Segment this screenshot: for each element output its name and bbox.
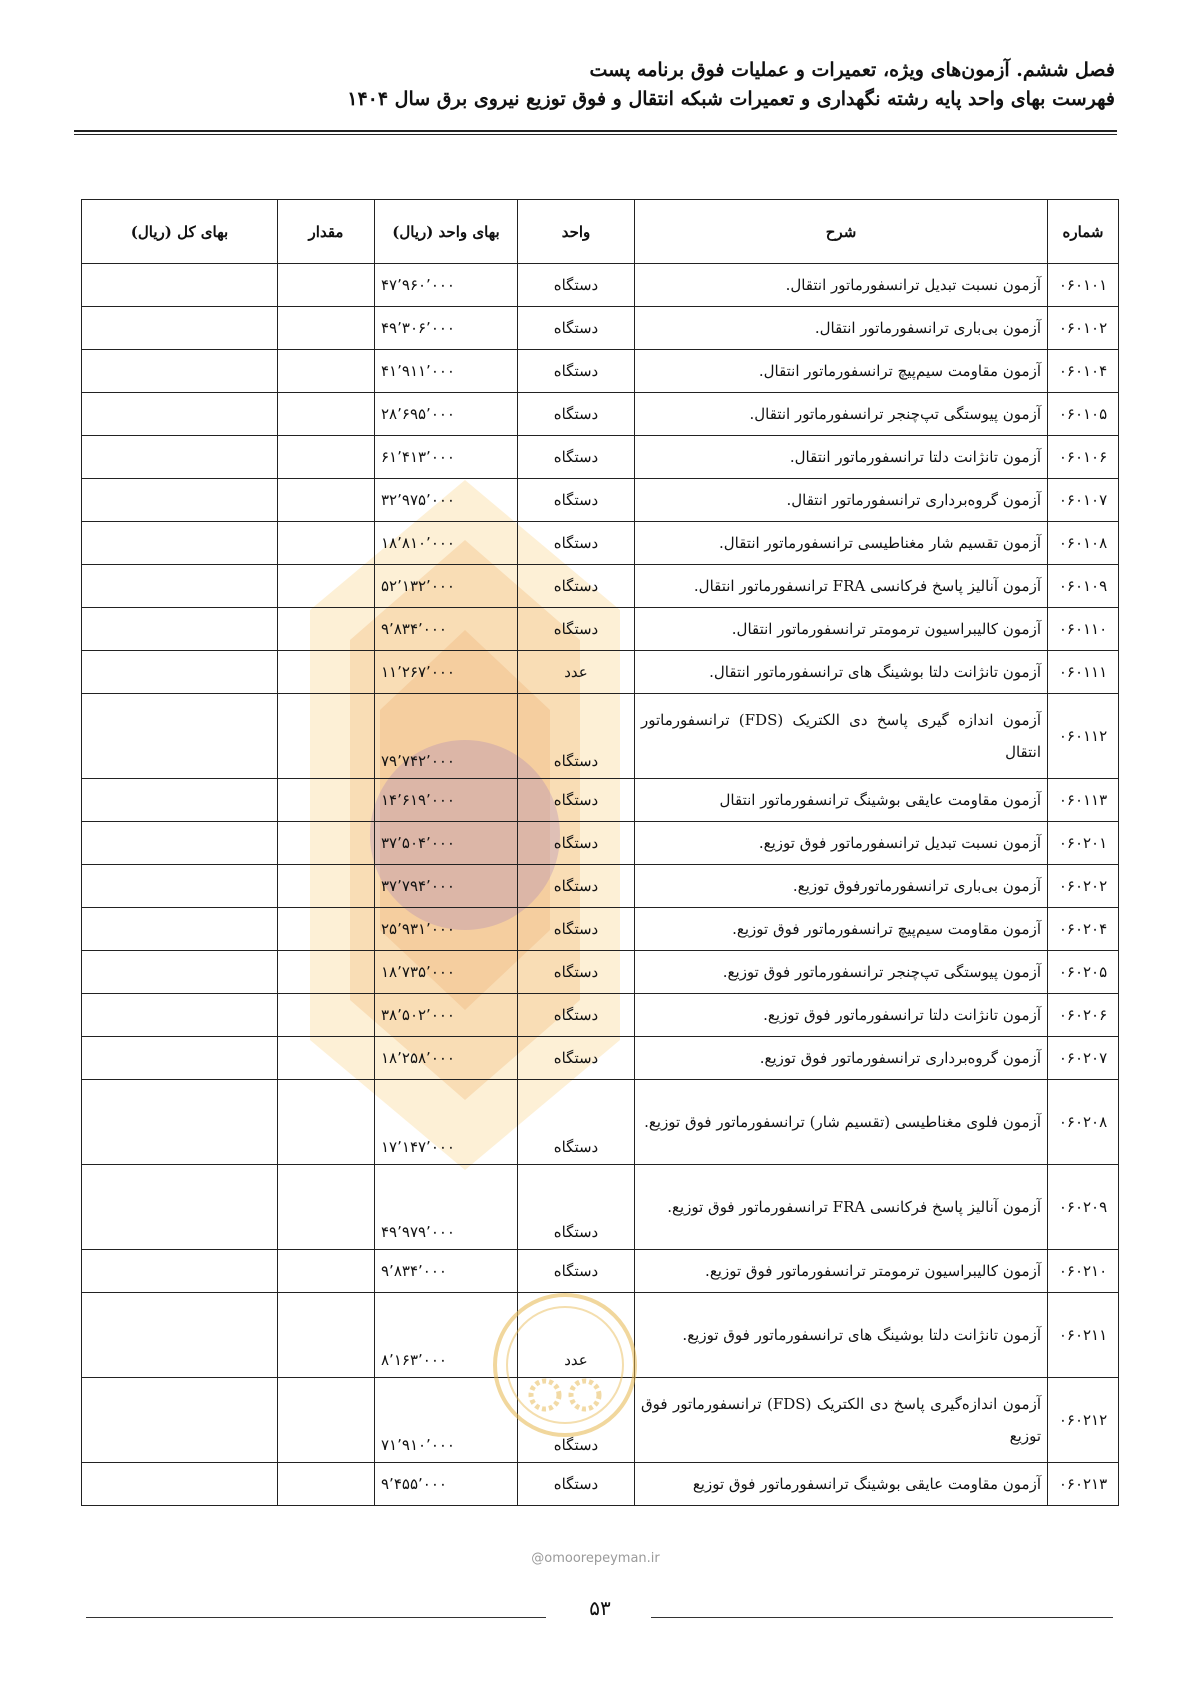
row-quantity	[278, 1080, 375, 1165]
row-quantity	[278, 1378, 375, 1463]
table-row	[82, 608, 1119, 651]
row-quantity	[278, 350, 375, 393]
row-unit: دستگاه	[518, 608, 635, 651]
table-row	[82, 694, 1119, 779]
row-unit: دستگاه	[518, 1165, 635, 1250]
table-body	[82, 264, 1119, 1506]
row-unit-price: ۱۸٬۲۵۸٬۰۰۰	[375, 1037, 518, 1080]
row-unit-price: ۵۲٬۱۳۲٬۰۰۰	[375, 565, 518, 608]
row-quantity	[278, 608, 375, 651]
table-row	[82, 436, 1119, 479]
row-description: آزمون اندازه گیری پاسخ دی الکتریک (FDS) ترانسفورماتور انتقال	[635, 694, 1048, 779]
row-description: آزمون تانژانت دلتا بوشینگ های ترانسفورماتور انتقال.	[635, 651, 1048, 694]
row-unit: دستگاه	[518, 436, 635, 479]
row-unit-price: ۷۹٬۷۴۲٬۰۰۰	[375, 694, 518, 779]
row-number: ۰۶۰۲۰۲	[1048, 865, 1119, 908]
column-header-number: شماره	[1048, 200, 1119, 264]
row-unit: دستگاه	[518, 1378, 635, 1463]
row-unit-price: ۹٬۴۵۵٬۰۰۰	[375, 1463, 518, 1506]
row-total-price	[82, 908, 278, 951]
table-row	[82, 951, 1119, 994]
row-quantity	[278, 264, 375, 307]
row-quantity	[278, 1463, 375, 1506]
row-unit: دستگاه	[518, 350, 635, 393]
row-quantity	[278, 822, 375, 865]
document-title: فهرست بهای واحد پایه رشته نگهداری و تعمیرات شبکه انتقال و فوق توزیع نیروی برق سال ۱۴۰۴	[347, 88, 1115, 110]
row-number: ۰۶۰۲۰۶	[1048, 994, 1119, 1037]
row-unit: دستگاه	[518, 522, 635, 565]
page-number: ۵۳	[589, 1596, 611, 1620]
row-description: آزمون تانژانت دلتا ترانسفورماتور انتقال.	[635, 436, 1048, 479]
row-number: ۰۶۰۱۰۶	[1048, 436, 1119, 479]
row-quantity	[278, 307, 375, 350]
table-row	[82, 350, 1119, 393]
row-unit-price: ۳۷٬۷۹۴٬۰۰۰	[375, 865, 518, 908]
row-total-price	[82, 479, 278, 522]
row-quantity	[278, 565, 375, 608]
column-header-description: شرح	[635, 200, 1048, 264]
table-row	[82, 393, 1119, 436]
row-description: آزمون گروه‌برداری ترانسفورماتور فوق توزیع.	[635, 1037, 1048, 1080]
row-description: آزمون تقسیم شار مغناطیسی ترانسفورماتور انتقال.	[635, 522, 1048, 565]
row-description: آزمون آنالیز پاسخ فرکانسی FRA ترانسفورماتور فوق توزیع.	[635, 1165, 1048, 1250]
row-description: آزمون کالیبراسیون ترمومتر ترانسفورماتور فوق توزیع.	[635, 1250, 1048, 1293]
row-description: آزمون کالیبراسیون ترمومتر ترانسفورماتور انتقال.	[635, 608, 1048, 651]
row-description: آزمون آنالیز پاسخ فرکانسی FRA ترانسفورماتور انتقال.	[635, 565, 1048, 608]
row-unit-price: ۳۸٬۵۰۲٬۰۰۰	[375, 994, 518, 1037]
row-unit-price: ۴۷٬۹۶۰٬۰۰۰	[375, 264, 518, 307]
row-unit-price: ۴۹٬۹۷۹٬۰۰۰	[375, 1165, 518, 1250]
row-unit: عدد	[518, 651, 635, 694]
row-number: ۰۶۰۱۱۲	[1048, 694, 1119, 779]
table-header-row	[82, 200, 1119, 264]
row-unit-price: ۹٬۸۳۴٬۰۰۰	[375, 608, 518, 651]
row-number: ۰۶۰۱۱۳	[1048, 779, 1119, 822]
row-quantity	[278, 522, 375, 565]
row-number: ۰۶۰۲۱۲	[1048, 1378, 1119, 1463]
row-quantity	[278, 1250, 375, 1293]
row-description: آزمون گروه‌برداری ترانسفورماتور انتقال.	[635, 479, 1048, 522]
price-table	[81, 199, 1119, 1506]
row-total-price	[82, 1463, 278, 1506]
row-quantity	[278, 951, 375, 994]
row-unit: دستگاه	[518, 908, 635, 951]
row-number: ۰۶۰۲۱۳	[1048, 1463, 1119, 1506]
row-total-price	[82, 1080, 278, 1165]
row-unit-price: ۴۱٬۹۱۱٬۰۰۰	[375, 350, 518, 393]
row-total-price	[82, 264, 278, 307]
row-unit: دستگاه	[518, 264, 635, 307]
row-quantity	[278, 994, 375, 1037]
column-header-unit: واحد	[518, 200, 635, 264]
table-row	[82, 522, 1119, 565]
table-row	[82, 994, 1119, 1037]
row-total-price	[82, 1165, 278, 1250]
row-total-price	[82, 1378, 278, 1463]
row-total-price	[82, 994, 278, 1037]
row-unit-price: ۴۹٬۳۰۶٬۰۰۰	[375, 307, 518, 350]
row-unit-price: ۸٬۱۶۳٬۰۰۰	[375, 1293, 518, 1378]
page-header	[76, 56, 1115, 114]
row-unit: دستگاه	[518, 865, 635, 908]
row-description: آزمون اندازه‌گیری پاسخ دی الکتریک (FDS) ترانسفورماتور فوق توزیع	[635, 1378, 1048, 1463]
row-quantity	[278, 1037, 375, 1080]
row-description: آزمون مقاومت عایقی بوشینگ ترانسفورماتور فوق توزیع	[635, 1463, 1048, 1506]
row-total-price	[82, 350, 278, 393]
row-unit: دستگاه	[518, 1037, 635, 1080]
row-unit-price: ۲۵٬۹۳۱٬۰۰۰	[375, 908, 518, 951]
row-description: آزمون نسبت تبدیل ترانسفورماتور فوق توزیع.	[635, 822, 1048, 865]
row-total-price	[82, 822, 278, 865]
row-total-price	[82, 694, 278, 779]
row-total-price	[82, 1250, 278, 1293]
row-total-price	[82, 307, 278, 350]
row-unit: دستگاه	[518, 1463, 635, 1506]
row-number: ۰۶۰۲۰۸	[1048, 1080, 1119, 1165]
watermark-site: @omoorepeyman.ir	[531, 1551, 660, 1566]
row-total-price	[82, 565, 278, 608]
row-quantity	[278, 479, 375, 522]
row-description: آزمون بی‌باری ترانسفورماتور انتقال.	[635, 307, 1048, 350]
row-number: ۰۶۰۱۰۸	[1048, 522, 1119, 565]
row-unit-price: ۱۷٬۱۴۷٬۰۰۰	[375, 1080, 518, 1165]
row-unit: دستگاه	[518, 393, 635, 436]
row-number: ۰۶۰۱۰۲	[1048, 307, 1119, 350]
table-row	[82, 1080, 1119, 1165]
row-unit-price: ۱۱٬۲۶۷٬۰۰۰	[375, 651, 518, 694]
footer-rule-left	[86, 1617, 546, 1618]
chapter-title: فصل ششم. آزمون‌های ویژه، تعمیرات و عملیات فوق برنامه پست	[589, 59, 1115, 81]
table-row	[82, 264, 1119, 307]
row-total-price	[82, 865, 278, 908]
row-number: ۰۶۰۲۰۱	[1048, 822, 1119, 865]
row-description: آزمون تانژانت دلتا ترانسفورماتور فوق توزیع.	[635, 994, 1048, 1037]
row-total-price	[82, 951, 278, 994]
row-number: ۰۶۰۱۱۱	[1048, 651, 1119, 694]
row-unit: عدد	[518, 1293, 635, 1378]
table-row	[82, 651, 1119, 694]
row-unit-price: ۲۸٬۶۹۵٬۰۰۰	[375, 393, 518, 436]
row-number: ۰۶۰۲۰۷	[1048, 1037, 1119, 1080]
row-total-price	[82, 436, 278, 479]
table-row	[82, 1293, 1119, 1378]
row-number: ۰۶۰۱۰۷	[1048, 479, 1119, 522]
row-description: آزمون پیوستگی تپ‌چنجر ترانسفورماتور فوق توزیع.	[635, 951, 1048, 994]
row-unit: دستگاه	[518, 694, 635, 779]
row-unit: دستگاه	[518, 479, 635, 522]
row-number: ۰۶۰۲۰۵	[1048, 951, 1119, 994]
table-row	[82, 1165, 1119, 1250]
row-description: آزمون مقاومت سیم‌پیچ ترانسفورماتور فوق توزیع.	[635, 908, 1048, 951]
table-row	[82, 565, 1119, 608]
row-description: آزمون بی‌باری ترانسفورماتورفوق توزیع.	[635, 865, 1048, 908]
row-description: آزمون تانژانت دلتا بوشینگ های ترانسفورماتور فوق توزیع.	[635, 1293, 1048, 1378]
footer-rule-right	[651, 1617, 1113, 1618]
row-quantity	[278, 779, 375, 822]
row-unit: دستگاه	[518, 951, 635, 994]
row-unit-price: ۶۱٬۴۱۳٬۰۰۰	[375, 436, 518, 479]
row-total-price	[82, 651, 278, 694]
row-unit-price: ۹٬۸۳۴٬۰۰۰	[375, 1250, 518, 1293]
row-total-price	[82, 522, 278, 565]
table-row	[82, 1463, 1119, 1506]
row-quantity	[278, 694, 375, 779]
row-description: آزمون مقاومت سیم‌پیچ ترانسفورماتور انتقال.	[635, 350, 1048, 393]
row-unit-price: ۱۸٬۸۱۰٬۰۰۰	[375, 522, 518, 565]
row-unit: دستگاه	[518, 565, 635, 608]
row-unit: دستگاه	[518, 307, 635, 350]
row-description: آزمون پیوستگی تپ‌چنجر ترانسفورماتور انتقال.	[635, 393, 1048, 436]
row-number: ۰۶۰۲۰۴	[1048, 908, 1119, 951]
row-number: ۰۶۰۱۰۱	[1048, 264, 1119, 307]
table-row	[82, 865, 1119, 908]
row-unit: دستگاه	[518, 1080, 635, 1165]
header-rule-thin	[74, 134, 1117, 135]
column-header-quantity: مقدار	[278, 200, 375, 264]
row-unit: دستگاه	[518, 994, 635, 1037]
row-unit-price: ۷۱٬۹۱۰٬۰۰۰	[375, 1378, 518, 1463]
row-quantity	[278, 865, 375, 908]
table-row	[82, 908, 1119, 951]
row-total-price	[82, 608, 278, 651]
row-quantity	[278, 651, 375, 694]
row-unit-price: ۱۸٬۷۳۵٬۰۰۰	[375, 951, 518, 994]
column-header-unit-price: بهای واحد (ریال)	[375, 200, 518, 264]
row-unit-price: ۱۴٬۶۱۹٬۰۰۰	[375, 779, 518, 822]
row-unit-price: ۳۲٬۹۷۵٬۰۰۰	[375, 479, 518, 522]
table-row	[82, 1037, 1119, 1080]
row-number: ۰۶۰۱۰۹	[1048, 565, 1119, 608]
row-total-price	[82, 1037, 278, 1080]
table-row	[82, 307, 1119, 350]
row-quantity	[278, 908, 375, 951]
table-row	[82, 1378, 1119, 1463]
row-description: آزمون فلوی مغناطیسی (تقسیم شار) ترانسفورماتور فوق توزیع.	[635, 1080, 1048, 1165]
table-row	[82, 1250, 1119, 1293]
row-quantity	[278, 1293, 375, 1378]
row-number: ۰۶۰۱۱۰	[1048, 608, 1119, 651]
row-total-price	[82, 393, 278, 436]
column-header-total-price: بهای کل (ریال)	[82, 200, 278, 264]
row-total-price	[82, 779, 278, 822]
row-number: ۰۶۰۱۰۴	[1048, 350, 1119, 393]
row-quantity	[278, 436, 375, 479]
row-number: ۰۶۰۲۱۱	[1048, 1293, 1119, 1378]
row-description: آزمون مقاومت عایقی بوشینگ ترانسفورماتور انتقال	[635, 779, 1048, 822]
table-row	[82, 822, 1119, 865]
row-quantity	[278, 1165, 375, 1250]
row-number: ۰۶۰۲۰۹	[1048, 1165, 1119, 1250]
table-row	[82, 779, 1119, 822]
row-quantity	[278, 393, 375, 436]
row-unit: دستگاه	[518, 1250, 635, 1293]
table-row	[82, 479, 1119, 522]
row-unit: دستگاه	[518, 822, 635, 865]
row-unit-price: ۳۷٬۵۰۴٬۰۰۰	[375, 822, 518, 865]
row-number: ۰۶۰۲۱۰	[1048, 1250, 1119, 1293]
row-number: ۰۶۰۱۰۵	[1048, 393, 1119, 436]
header-rule	[74, 130, 1117, 132]
row-unit: دستگاه	[518, 779, 635, 822]
row-description: آزمون نسبت تبدیل ترانسفورماتور انتقال.	[635, 264, 1048, 307]
row-total-price	[82, 1293, 278, 1378]
